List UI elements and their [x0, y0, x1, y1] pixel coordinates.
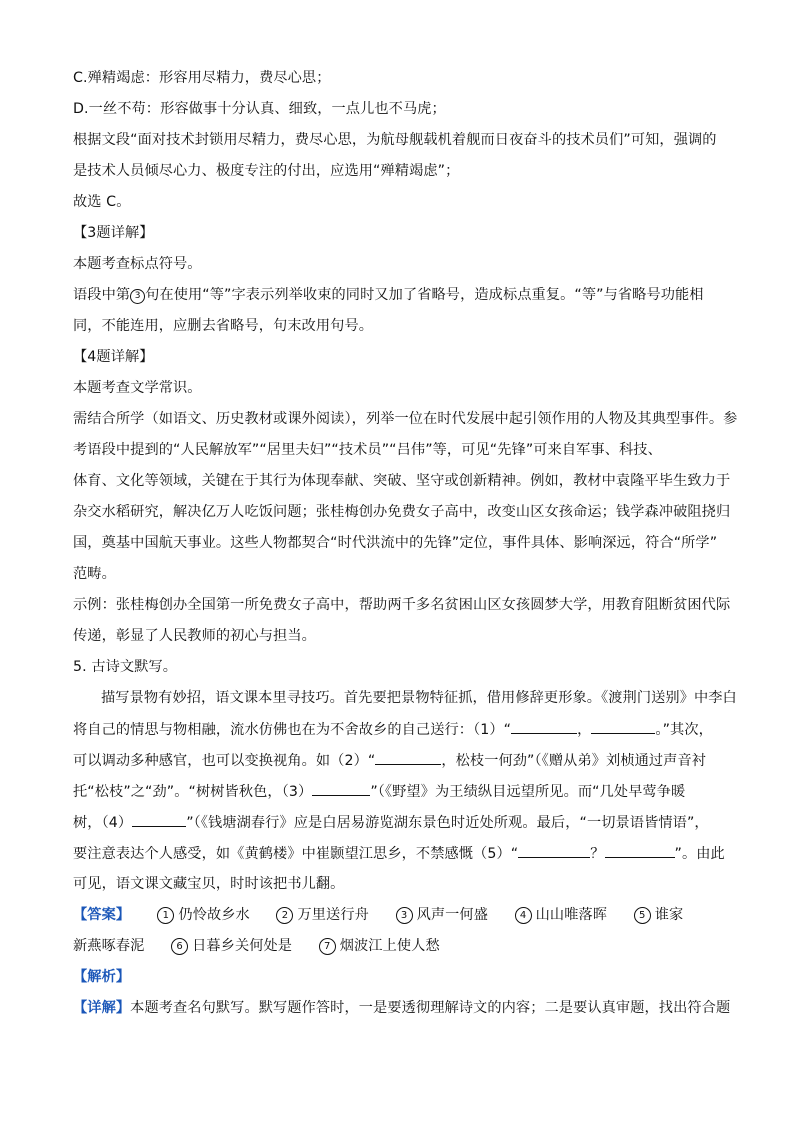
answer-blank-1a [511, 719, 577, 734]
answer-text: 谁家 [654, 907, 684, 923]
answer-text: 日暮乡关何处是 [192, 938, 293, 954]
text-line: 考语段中提到的“人民解放军”“居里夫妇”“技术员”“吕伟”等，可见“先锋”可来自军事、科技、 [73, 442, 662, 458]
text-line: C.殚精竭虑：形容用尽精力，费尽心思； [73, 70, 331, 86]
text-line: 范畴。 [73, 566, 116, 582]
answer-number: 3 [396, 907, 413, 924]
text-line: 体育、文化等领域，关键在于其行为体现奉献、突破、坚守或创新精神。例如，教材中袁隆平毕生致力于 [73, 473, 731, 489]
answer-item [171, 938, 292, 954]
answer-number: 2 [276, 907, 293, 924]
answer-text: 风声一何盛 [416, 907, 489, 923]
answer-number: 1 [157, 907, 174, 924]
text-fragment: ”。由此 [674, 846, 725, 862]
answer-blank-1b [591, 719, 655, 734]
text-fragment: 托“松枝”之“劲”。“树树皆秋色，（3） [73, 784, 313, 800]
answer-item [396, 907, 488, 923]
answer-blank-5a [518, 843, 590, 858]
circled-number: 3 [130, 289, 145, 304]
text-line: 同，不能连用，应删去省略号，句末改用句号。 [73, 318, 374, 334]
answer-tag: 【答案】 [73, 907, 131, 923]
text-fragment: 要注意表达个人感受，如《黄鹤楼》中崔颢望江思乡，不禁感慨（5）“ [73, 846, 519, 862]
answer-continuation: 新燕啄春泥 [73, 938, 145, 954]
text-fragment: ？ [590, 846, 605, 862]
text-line [73, 285, 733, 305]
answer-item [634, 907, 684, 923]
text-fragment: ”（《野望》为王绩纵目远望所见。而“几处早莺争暖 [370, 784, 686, 800]
answer-number: 6 [171, 938, 188, 955]
text-fragment: 树，（4） [73, 815, 133, 831]
text-line: 描写景物有妙招，语文课本里寻技巧。首先要把景物特征抓，借用修辞更形象。《渡荆门送别》中李白 [101, 690, 737, 706]
text-line: 根据文段“面对技术封锁用尽精力，费尽心思，为航母舰载机着舰而日夜奋斗的技术员们”可知，强调的 [73, 132, 717, 148]
text-fragment: 语段中第 [73, 287, 131, 303]
text-line [73, 812, 733, 833]
text-line [73, 998, 733, 1018]
text-line: 故选 C。 [73, 194, 131, 210]
answer-blank-4 [132, 812, 186, 827]
answer-text: 仍怜故乡水 [178, 907, 250, 923]
text-fragment: 将自己的情思与物相融，流水仿佛也在为不舍故乡的自己送行：（1）“ [73, 722, 512, 738]
answer-number: 4 [515, 907, 532, 924]
analysis-tag: 【解析】 [73, 969, 131, 985]
analysis-heading [73, 967, 733, 987]
text-line: 是技术人员倾尽心力、极度专注的付出，应选用“殚精竭虑”； [73, 163, 460, 179]
answer-line [73, 905, 733, 925]
answer-number: 5 [634, 907, 651, 924]
answer-blank-5b [605, 843, 675, 858]
section-heading: 【4题详解】 [73, 349, 154, 365]
text-fragment: 句在使用“等”字表示列举收束的同时又加了省略号，造成标点重复。“等”与省略号功能相 [145, 287, 704, 303]
text-fragment: ”（《钱塘湖春行》应是白居易游览湖东景色时近处所观。最后，“一切景语皆情语”， [186, 815, 709, 831]
text-line: 杂交水稻研究，解决亿万人吃饭问题；张桂梅创办免费女子高中，改变山区女孩命运；钱学森冲破阻挠归 [73, 504, 731, 520]
text-fragment: 本题考查名句默写。默写题作答时，一是要透彻理解诗文的内容；二是要认真审题，找出符合题 [130, 1000, 731, 1016]
text-line [73, 843, 733, 864]
answer-item [515, 907, 607, 923]
text-fragment: 可以调动多种感官，也可以变换视角。如（2）“ [73, 753, 376, 769]
answer-number: 7 [319, 938, 336, 955]
text-fragment: ，松枝一何劲”（《赠从弟》刘桢通过声音衬 [441, 753, 707, 769]
text-line: 示例：张桂梅创办全国第一所免费女子高中，帮助两千多名贫困山区女孩圆梦大学，用教育阻断贫困代际 [73, 597, 731, 613]
text-line: 本题考查文学常识。 [73, 380, 202, 396]
answer-item [157, 907, 249, 923]
answer-text: 烟波江上使人愁 [339, 938, 440, 954]
question-title: 5. 古诗文默写。 [73, 659, 178, 675]
text-line: 国，奠基中国航天事业。这些人物都契合“时代洪流中的先锋”定位，事件具体、影响深远，符合“所学” [73, 535, 718, 551]
answer-blank-2 [375, 750, 441, 765]
text-line [73, 781, 733, 802]
text-line: D.一丝不苟：形容做事十分认真、细致，一点儿也不马虎； [73, 101, 446, 117]
text-line [73, 750, 733, 771]
text-line: 本题考查标点符号。 [73, 256, 202, 272]
text-line [73, 719, 733, 740]
answer-text: 山山唯落晖 [535, 907, 608, 923]
answer-blank-3 [312, 781, 370, 796]
answer-item [276, 907, 368, 923]
text-fragment: 。”其次， [655, 722, 713, 738]
answer-text: 万里送行舟 [297, 907, 369, 923]
text-line: 传递，彰显了人民教师的初心与担当。 [73, 628, 316, 644]
text-line: 可见，语文课文藏宝贝，时时该把书儿翻。 [73, 876, 345, 892]
section-heading: 【3题详解】 [73, 225, 154, 241]
answer-item [319, 938, 440, 954]
answer-line [73, 936, 733, 956]
text-fragment: ， [577, 722, 592, 738]
text-line: 需结合所学（如语文、历史教材或课外阅读），列举一位在时代发展中起引领作用的人物及其典型事件。参 [73, 411, 738, 427]
detail-tag: 【详解】 [73, 1000, 131, 1016]
